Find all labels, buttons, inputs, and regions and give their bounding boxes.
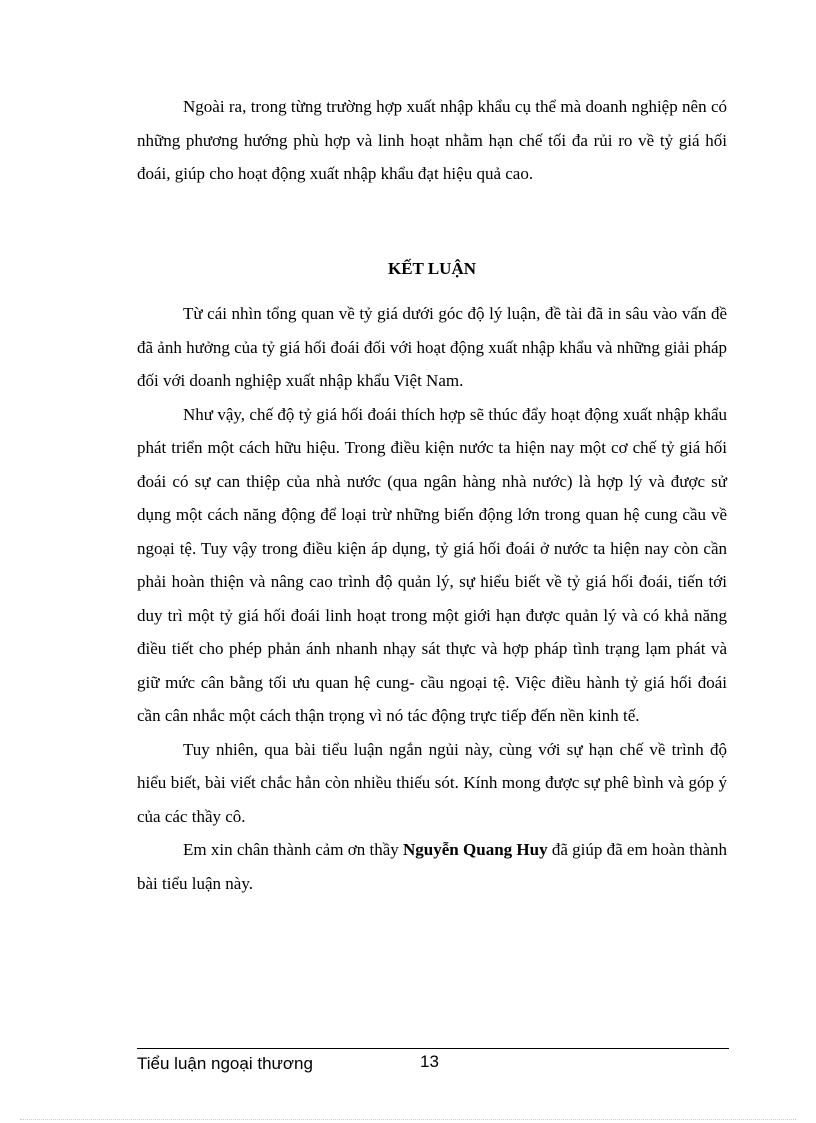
intro-section [137,90,727,191]
advisor-name: Nguyễn Quang Huy [403,840,548,859]
conclusion-heading: KẾT LUẬN [387,259,476,278]
footer-title: Tiểu luận ngoại thương [137,1054,313,1073]
conclusion-paragraph-2: Như vậy, chế độ tỷ giá hối đoái thích hợp sẽ thúc đẩy hoạt động xuất nhập khẩu phát triển một cách hữu hiệu. Trong điều kiện nước ta hiện nay một cơ chế tỷ giá hối đoái có sự can thiệp của nhà nước (qua ngân hàng nhà nước) là hợp lý và được sử dụng một cách năng động để loại trừ những biến động lớn trong quan hệ cung cầu về ngoại tệ. Tuy vậy trong điều kiện áp dụng, tỷ giá hối đoái ở nước ta hiện nay còn cần phải hoàn thiện và nâng cao trình độ quản lý, sự hiểu biết về tỷ giá hối đoái, tiến tới duy trì một tỷ giá hối đoái linh hoạt trong một giới hạn được quản lý và có khả năng điều tiết cho phép phản ánh nhanh nhạy sát thực và hợp pháp tình trạng lạm phát và giữ mức cân bằng tối ưu quan hệ cung- cầu ngoại tệ. Việc điều hành tỷ giá hối đoái cần cân nhắc một cách thận trọng vì nó tác động trực tiếp đến nền kinh tế. [137,404,727,725]
conclusion-section [137,297,727,900]
page-bottom-border [20,1119,796,1120]
thanks-text-after: đã giúp đã em hoàn thành bài tiểu luận này. [137,840,727,893]
page-number: 13 [420,1052,439,1071]
conclusion-paragraph-3: Tuy nhiên, qua bài tiểu luận ngắn ngủi này, cùng với sự hạn chế về trình độ hiểu biết, bài viết chắc hẳn còn nhiều thiếu sót. Kính mong được sự phê bình và góp ý của các thầy cô. [137,739,727,826]
footer-divider [137,1048,729,1049]
thanks-text-before: Em xin chân thành cảm ơn thầy [183,840,404,859]
intro-paragraph: Ngoài ra, trong từng trường hợp xuất nhập khẩu cụ thể mà doanh nghiệp nên có những phương hướng phù hợp và linh hoạt nhằm hạn chế tối đa rủi ro về tỷ giá hối đoái, giúp cho hoạt động xuất nhập khẩu đạt hiệu quả cao. [137,97,727,183]
conclusion-paragraph-1: Từ cái nhìn tổng quan về tỷ giá dưới góc độ lý luận, đề tài đã in sâu vào vấn đề đã ảnh hưởng của tỷ giá hối đoái đối với hoạt động xuất nhập khẩu và những giải pháp đối với doanh nghiệp xuất nhập khẩu Việt Nam. [137,304,727,390]
thanks-paragraph [137,833,727,900]
